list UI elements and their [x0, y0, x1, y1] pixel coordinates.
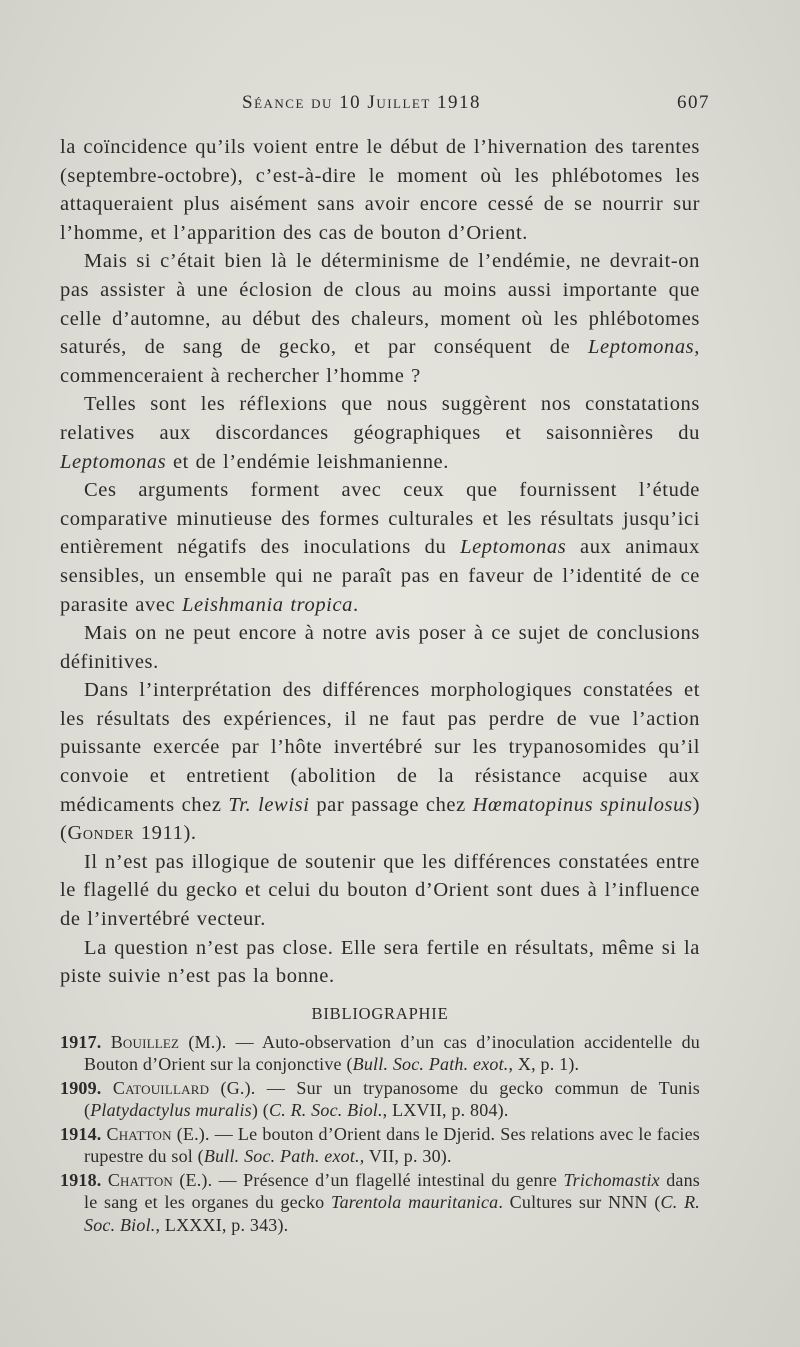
reference-year: 1909. — [60, 1077, 102, 1098]
paragraph — [60, 676, 700, 848]
paragraph-text: Telles sont les réflexions que nous suggèrent nos constatations relatives aux discordances géographiques et saisonnières du — [60, 393, 700, 444]
paragraph-text: La question n’est pas close. Elle sera fertile en résultats, même si la piste suivie n’est pas la bonne. — [60, 936, 700, 988]
reference-text: — Auto-observation d’un cas d’inoculation accidentelle du Bouton d’Orient sur la conjonctive ( — [84, 1031, 700, 1075]
reference-source: Bull. Soc. Path. exot. — [352, 1054, 509, 1075]
reference-item — [60, 1031, 700, 1076]
reference-source: Platydactylus muralis — [90, 1100, 252, 1121]
paragraph — [60, 619, 700, 676]
reference-item — [60, 1169, 700, 1237]
paragraph — [60, 848, 700, 934]
paragraph-text: Mais si c’était bien là le déterminisme de l’endémie, ne devrait-on pas assister à une éclosion de clous au moins aussi importante que celle d’automne, au début des chaleurs, moment où les phlébotomes saturés, de sang de gecko, et par conséquent de — [60, 250, 700, 359]
reference-text: , LXVII, p. 804). — [382, 1100, 509, 1121]
body-text — [60, 133, 700, 1237]
paragraph — [60, 934, 700, 991]
paragraph-text: la coïncidence qu’ils voient entre le début de l’hivernation des tarentes (septembre-octobre), c’est-à-dire le moment où les phlébotomes les attaqueraient plus aisément sans avoir encore cessé de se nourrir sur l’homme, et l’apparition des cas de bouton d’Orient. — [60, 136, 700, 244]
reference-text: — Présence d’un flagellé intestinal du genre — [212, 1169, 564, 1190]
reference-year: 1918. — [60, 1169, 102, 1190]
reference-author: Catouillard (G.). — [112, 1077, 256, 1098]
genus-name: Leptomonas — [60, 450, 167, 473]
cited-author: Gonder — [67, 822, 135, 845]
reference-source: Trichomastix — [563, 1169, 660, 1190]
reference-author: Chatton (E.). — [107, 1169, 213, 1190]
reference-source: C. R. Soc. Biol. — [268, 1100, 383, 1121]
running-head: Séance du 10 Juillet 1918 — [242, 92, 482, 113]
species-name: Tr. lewisi — [228, 793, 310, 816]
paragraph-text: et de l’endémie leishmanienne. — [166, 450, 449, 473]
bibliography-title: BIBLIOGRAPHIE — [311, 1003, 449, 1023]
reference-text: , X, p. 1). — [508, 1054, 580, 1075]
paragraph-continued — [60, 133, 700, 247]
reference-author: Bouillez (M.). — [110, 1031, 227, 1052]
reference-source: Bull. Soc. Path. exot. — [203, 1146, 360, 1167]
genus-name: Leptomonas — [588, 336, 695, 359]
paragraph-text: aux animaux sensibles, un ensemble qui ne paraît pas en faveur de l’identité de ce parasite avec — [60, 536, 700, 616]
paragraph-text: ) ( — [60, 793, 700, 845]
reference-year: 1917. — [60, 1031, 102, 1052]
paragraph — [60, 247, 700, 390]
reference-text: , VII, p. 30). — [359, 1146, 452, 1167]
reference-source: C. R. Soc. Biol. — [84, 1192, 700, 1235]
reference-text: ) ( — [251, 1100, 269, 1121]
paragraph — [60, 476, 700, 619]
reference-year: 1914. — [60, 1123, 102, 1144]
paragraph-text: Ces arguments forment avec ceux que fournissent l’étude comparative minutieuse des formes culturales et les résultats jusqu’ici entièrement négatifs des inoculations du — [60, 479, 700, 559]
bibliography — [60, 1031, 700, 1237]
reference-text: — Sur un trypanosome du gecko commun de Tunis ( — [84, 1077, 701, 1121]
paragraph-text: . — [353, 593, 359, 616]
paragraph-text: , commenceraient à rechercher l’homme ? — [60, 336, 700, 387]
reference-text: dans le sang et les organes du gecko — [84, 1169, 700, 1213]
paragraph-text: par passage chez — [309, 793, 473, 816]
reference-text: , LXXXI, p. 343). — [155, 1214, 289, 1235]
species-name: Leishmania tropica — [181, 593, 354, 616]
paragraph-text: Mais on ne peut encore à notre avis poser à ce sujet de conclusions définitives. — [60, 622, 700, 673]
reference-author: Chatton (E.). — [106, 1123, 210, 1144]
species-name: Hœmatopinus spinulosus — [472, 793, 693, 816]
paragraph-text: 1911). — [134, 822, 197, 845]
page-header — [60, 92, 710, 118]
reference-source: Tarentola mauritanica — [331, 1192, 499, 1213]
reference-item — [60, 1077, 700, 1122]
reference-text: — Le bouton d’Orient dans le Djerid. Ses relations avec le facies rupestre du sol ( — [84, 1123, 700, 1167]
page-number: 607 — [677, 92, 710, 113]
paragraph-text: Dans l’interprétation des différences morphologiques constatées et les résultats des expériences, il ne faut pas perdre de vue l’action puissante exercée par l’hôte invertébré sur les trypanosomides qu’il convoie et entretient (abolition de la résistance acquise aux médicaments chez — [60, 679, 700, 816]
genus-name: Leptomonas — [460, 536, 567, 559]
reference-text: . Cultures sur NNN ( — [498, 1192, 661, 1213]
reference-item — [60, 1123, 700, 1168]
paragraph-text: Il n’est pas illogique de soutenir que les différences constatées entre le flagellé du gecko et celui du bouton d’Orient sont dues à l’influence de l’invertébré vecteur. — [60, 850, 700, 931]
paragraph — [60, 390, 700, 476]
